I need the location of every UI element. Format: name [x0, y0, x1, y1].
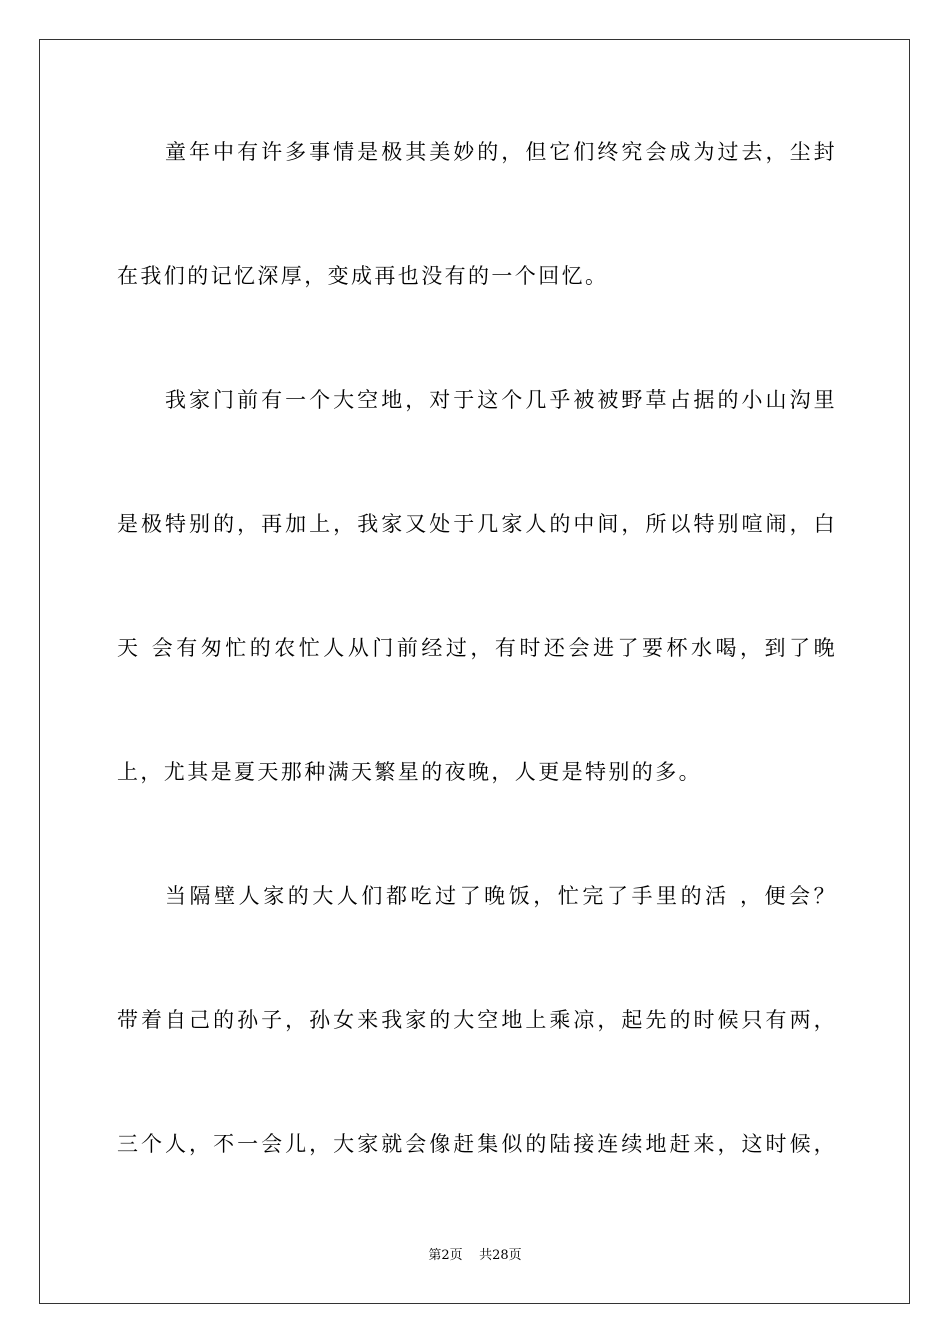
- text-line: 是极特别的，再加上，我家又处于几家人的中间，所以特别喧闹，白: [117, 512, 837, 536]
- text-line: 上，尤其是夏天那种满天繁星的夜晚，人更是特别的多。: [117, 760, 702, 784]
- page-number-footer: 第2页 共28页: [428, 1248, 522, 1263]
- text-line: 当隔壁人家的大人们都吃过了晚饭，忙完了手里的活 ，便会？: [165, 884, 837, 908]
- text-line: 童年中有许多事情是极其美妙的，但它们终究会成为过去，尘封: [165, 140, 837, 164]
- text-line: 在我们的记忆深厚，变成再也没有的一个回忆。: [117, 264, 609, 288]
- page-border: [39, 39, 910, 1304]
- text-line: 我家门前有一个大空地，对于这个几乎被被野草占据的小山沟里: [165, 388, 837, 412]
- text-line: 三个人，不一会儿，大家就会像赶集似的陆接连续地赶来，这时候，: [117, 1132, 837, 1156]
- text-line: 带着自己的孙子，孙女来我家的大空地上乘凉，起先的时候只有两，: [117, 1008, 837, 1032]
- text-line: 天 会有匆忙的农忙人从门前经过，有时还会进了要杯水喝，到了晚: [117, 636, 837, 660]
